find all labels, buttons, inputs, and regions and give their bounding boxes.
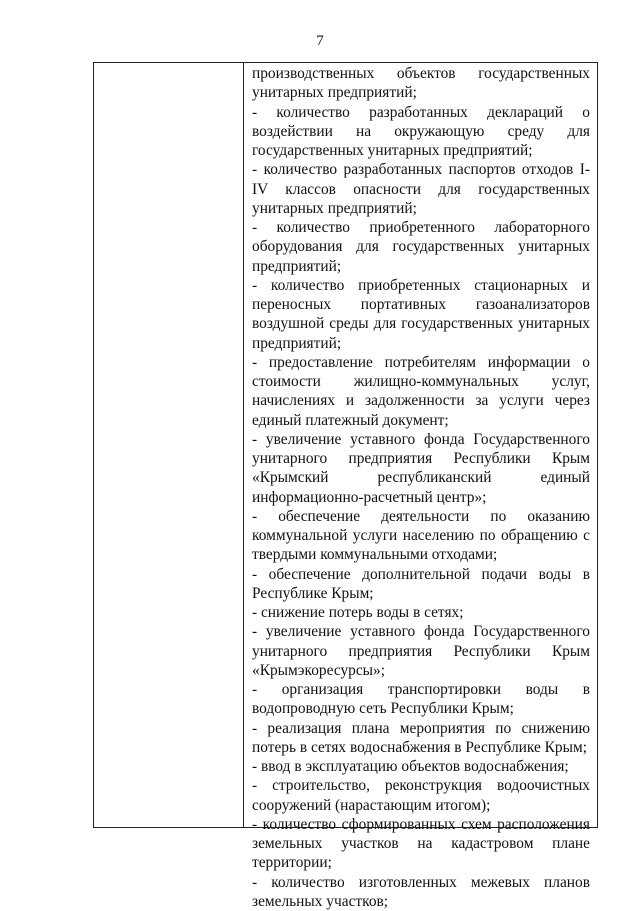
list-item: - предоставление потребителям информации о стоимости жилищно-коммунальных услуг, начислениях и задолженности за услуги через единый платежный документ; — [252, 353, 590, 430]
list-item: - количество изготовленных межевых планов земельных участков; — [252, 873, 590, 911]
table-right-column — [252, 64, 590, 911]
list-item: производственных объектов государственных унитарных предприятий; — [252, 64, 590, 103]
list-item: - количество разработанных деклараций о воздействии на окружающую среду для государственных унитарных предприятий; — [252, 103, 590, 161]
list-item: - снижение потерь воды в сетях; — [252, 603, 590, 622]
list-item: - строительство, реконструкция водоочистных сооружений (нарастающим итогом); — [252, 776, 590, 815]
document-table — [93, 62, 598, 828]
list-item: - организация транспортировки воды в водопроводную сеть Республики Крым; — [252, 680, 590, 719]
list-item: - количество сформированных схем расположения земельных участков на кадастровом плане территории; — [252, 815, 590, 873]
list-item: - увеличение уставного фонда Государственного унитарного предприятия Республики Крым «Крымский республиканский единый информационно-расчетный центр»; — [252, 430, 590, 507]
list-item: - обеспечение деятельности по оказанию коммунальной услуги населению по обращению с твердыми коммунальными отходами; — [252, 507, 590, 565]
page-number: 7 — [0, 33, 640, 50]
table-left-column — [94, 63, 244, 827]
list-item: - реализация плана мероприятия по снижению потерь в сетях водоснабжения в Республике Крым; — [252, 719, 590, 758]
list-item: - ввод в эксплуатацию объектов водоснабжения; — [252, 757, 590, 776]
list-item: - количество приобретенного лабораторного оборудования для государственных унитарных предприятий; — [252, 218, 590, 276]
list-item: - обеспечение дополнительной подачи воды в Республике Крым; — [252, 565, 590, 604]
list-item: - количество разработанных паспортов отходов I-IV классов опасности для государственных унитарных предприятий; — [252, 160, 590, 218]
list-item: - количество приобретенных стационарных и переносных портативных газоанализаторов воздушной среды для государственных унитарных предприятий; — [252, 276, 590, 353]
list-item: - увеличение уставного фонда Государственного унитарного предприятия Республики Крым «Крымэкоресурсы»; — [252, 622, 590, 680]
